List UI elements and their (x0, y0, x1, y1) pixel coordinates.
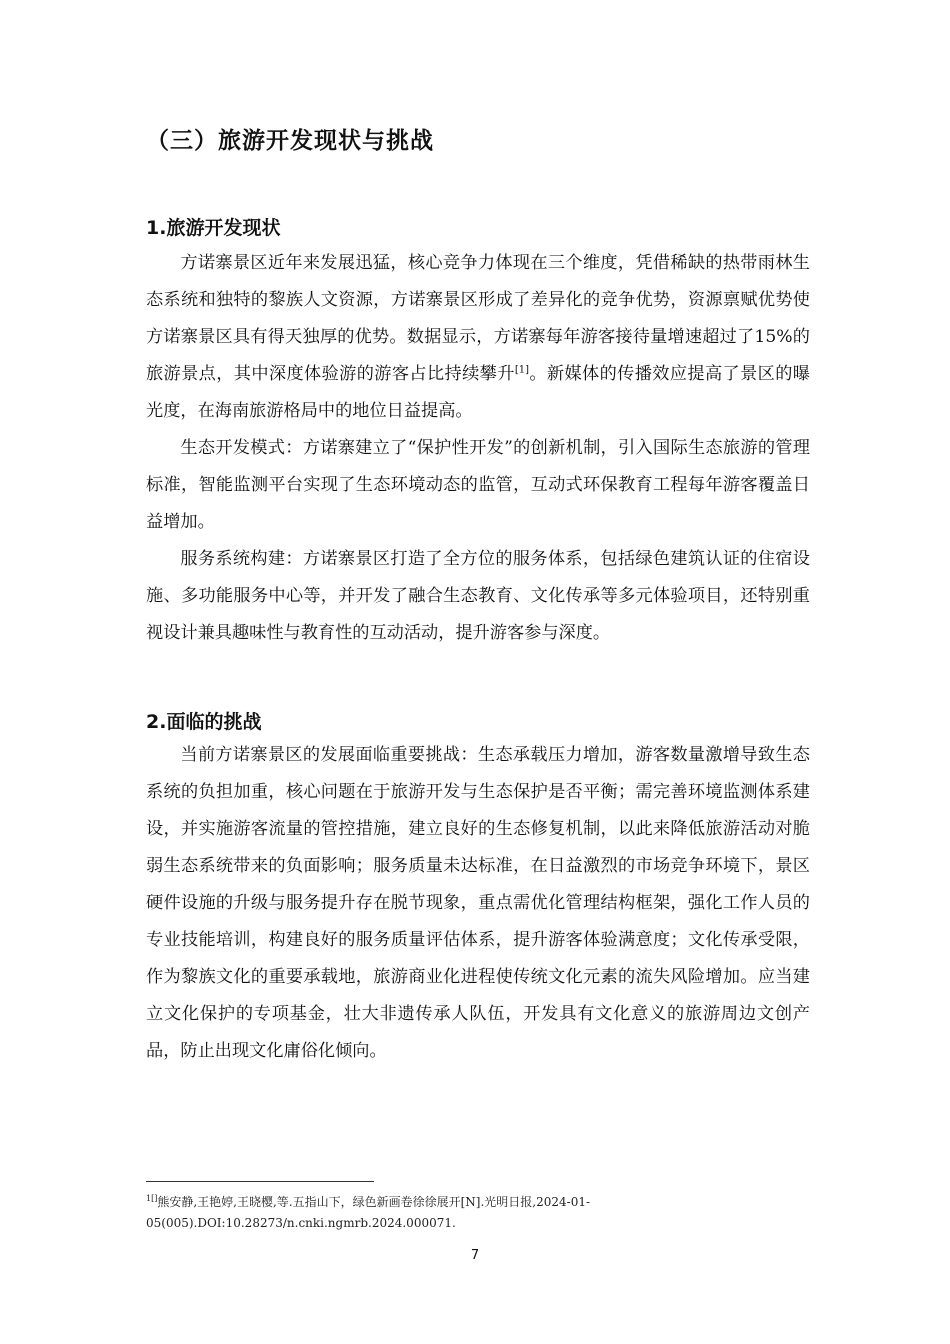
section-title: （三）旅游开发现状与挑战 (146, 128, 434, 154)
paragraph-challenges: 当前方诺寨景区的发展面临重要挑战：生态承载压力增加，游客数量激增导致生态系统的负担加重，核心问题在于旅游开发与生态保护是否平衡；需完善环境监测体系建设，并实施游客流量的管控措施，建立良好的生态修复机制，以此来降低旅游活动对脆弱生态系统带来的负面影响；服务质量未达标准，在日益激烈的市场竞争环境下，景区硬件设施的升级与服务提升存在脱节现象，重点需优化管理结构框架，强化工作人员的专业技能培训，构建良好的服务质量评估体系，提升游客体验满意度；文化传承受限，作为黎族文化的重要承载地，旅游商业化进程使传统文化元素的流失风险增加。应当建立文化保护的专项基金，壮大非遗传承人队伍，开发具有文化意义的旅游周边文创产品，防止出现文化庸俗化倾向。 (146, 745, 810, 1061)
paragraph-eco-development: 生态开发模式：方诺寨建立了“保护性开发”的创新机制，引入国际生态旅游的管理标准，智能监测平台实现了生态环境动态的监管，互动式环保教育工程每年游客覆盖日益增加。 (146, 438, 810, 532)
citation-ref[interactable]: [1] (514, 364, 529, 376)
paragraph-text: 方诺寨景区近年来发展迅猛，核心竞争力体现在三个维度，凭借稀缺的热带雨林生态系统和独特的黎族人文资源，方诺寨景区形成了差异化的竞争优势，资源禀赋优势使方诺寨景区具有得天独厚的优势。数据显示，方诺寨每年游客接待量增速超过了15%的旅游景点，其中深度体验游的游客占比持续攀升 (146, 253, 810, 384)
subsection-title-challenges: 2.面临的挑战 (146, 711, 262, 733)
subsection-title-status: 1.旅游开发现状 (146, 217, 281, 239)
footnote-divider (146, 1181, 374, 1182)
footnote-text: 熊安静,王艳婷,王晓樱,等.五指山下，绿色新画卷徐徐展开[N].光明日报,2024-01-05(005).DOI:10.28273/n.cnki.ngmrb.2024.000071. (146, 1195, 591, 1230)
paragraph-service-system: 服务系统构建：方诺寨景区打造了全方位的服务体系，包括绿色建筑认证的住宿设施、多功能服务中心等，并开发了融合生态教育、文化传承等多元体验项目，还特别重视设计兼具趣味性与教育性的互动活动，提升游客参与深度。 (146, 549, 810, 643)
paragraph-text: 。新媒体的传播效应提高了景区的曝光度，在海南旅游格局中的地位日益提高。 (146, 364, 810, 421)
footnote (146, 1192, 706, 1234)
footnote-marker: 1[] (146, 1194, 158, 1203)
paragraph-status-overview (146, 245, 810, 430)
page-number: 7 (470, 1248, 480, 1263)
